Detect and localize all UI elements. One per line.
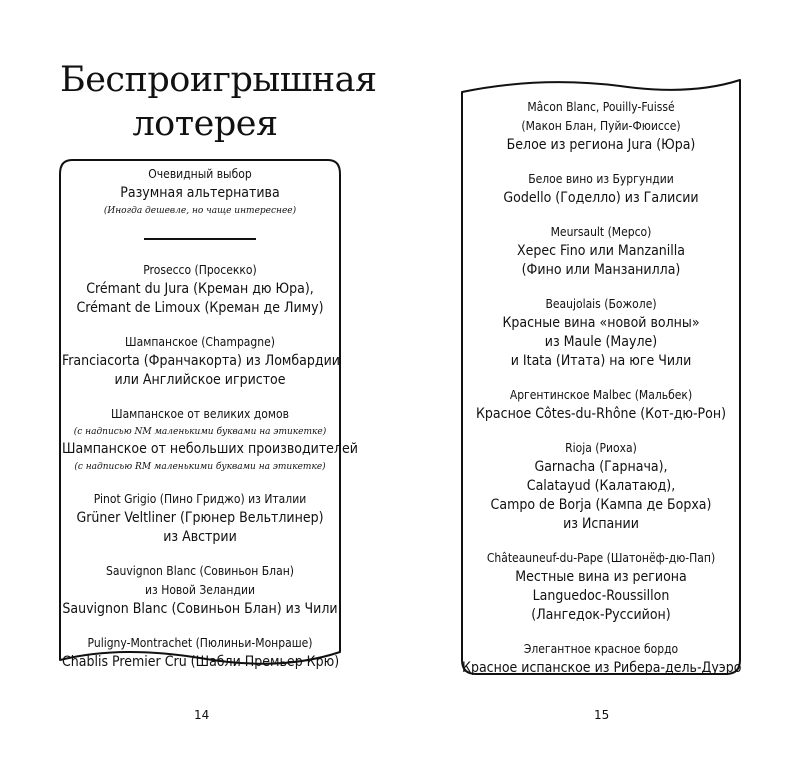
title-line-1: Беспроигрышная bbox=[60, 60, 377, 100]
legend-obvious-choice: Очевидный выбор bbox=[148, 167, 252, 181]
obvious-choice: из Новой Зеландии bbox=[145, 583, 255, 597]
alternative-choice: Шампанское от небольших производителей bbox=[62, 441, 358, 457]
obvious-choice: Rioja (Риоха) bbox=[565, 441, 637, 455]
alternative-choice: (Фино или Манзанилла) bbox=[521, 262, 681, 278]
alternative-choice: Languedoc-Roussillon bbox=[532, 588, 670, 604]
alternative-choice: Calatayud (Калатаюд), bbox=[526, 478, 676, 494]
alternative-choice: Crémant de Limoux (Креман де Лиму) bbox=[76, 300, 324, 316]
wine-pair bbox=[462, 386, 740, 424]
alternative-choice: Franciacorta (Франчакорта) из Ломбардии bbox=[62, 353, 340, 369]
alternative-choice: Херес Fino или Manzanilla bbox=[517, 243, 685, 259]
obvious-choice: Белое вино из Бургундии bbox=[528, 172, 674, 186]
alternative-choice: или Английское игристое bbox=[114, 372, 286, 388]
obvious-choice: Mâcon Blanc, Pouilly-Fuissé bbox=[527, 100, 675, 114]
alternative-choice: Белое из региона Jura (Юра) bbox=[506, 137, 696, 153]
wine-pair bbox=[62, 634, 338, 672]
page-number-right: 15 bbox=[594, 708, 610, 722]
wine-pair bbox=[462, 295, 740, 371]
alternative-choice: Красное Côtes-du-Rhône (Кот-дю-Рон) bbox=[475, 406, 727, 422]
legend-note: (Иногда дешевле, но чаще интереснее) bbox=[103, 206, 297, 216]
wine-pair bbox=[462, 170, 740, 208]
obvious-choice: Puligny-Montrachet (Пюлиньи-Монраше) bbox=[87, 636, 313, 650]
obvious-choice: Элегантное красное бордо bbox=[523, 642, 679, 656]
wine-pair bbox=[62, 405, 358, 475]
left-entry-list bbox=[62, 261, 358, 672]
obvious-choice: Шампанское от великих домов bbox=[111, 407, 289, 421]
alternative-choice: (Лангедок-Руссийон) bbox=[531, 607, 671, 623]
obvious-choice: Beaujolais (Божоле) bbox=[545, 297, 657, 311]
wine-pair bbox=[462, 640, 740, 678]
label-note: (с надписью NM маленькими буквами на этикетке) bbox=[73, 427, 327, 437]
legend bbox=[62, 165, 338, 219]
right-page bbox=[400, 0, 800, 762]
alternative-choice: и Itata (Итата) на юге Чили bbox=[510, 353, 692, 369]
wine-pair bbox=[62, 490, 338, 547]
legend-reasonable-alternative: Разумная альтернатива bbox=[120, 185, 280, 201]
alternative-choice: Красное испанское из Рибера-дель-Дуэро bbox=[462, 660, 742, 676]
obvious-choice: Шампанское (Champagne) bbox=[125, 335, 275, 349]
obvious-choice: (Макон Блан, Пуйи-Фюиссе) bbox=[521, 119, 681, 133]
obvious-choice: Châteauneuf-du-Pape (Шатонёф-дю-Пап) bbox=[486, 551, 716, 565]
wine-pair bbox=[62, 562, 338, 619]
alternative-choice: Garnacha (Гарнача), bbox=[534, 459, 668, 475]
alternative-choice: Sauvignon Blanc (Совиньон Блан) из Чили bbox=[62, 601, 338, 617]
wine-pair bbox=[62, 261, 338, 318]
title-line-2: лотерея bbox=[132, 104, 278, 144]
obvious-choice: Prosecco (Просекко) bbox=[143, 263, 257, 277]
alternative-choice: Местные вина из региона bbox=[515, 569, 687, 585]
obvious-choice: Sauvignon Blanc (Совиньон Блан) bbox=[106, 564, 294, 578]
obvious-choice: Pinot Grigio (Пино Гриджо) из Италии bbox=[93, 492, 307, 506]
alternative-choice: из Испании bbox=[563, 516, 639, 532]
alternative-choice: Campo de Borja (Кампа де Борха) bbox=[490, 497, 712, 513]
wine-pair bbox=[462, 439, 740, 534]
right-entry-list bbox=[462, 98, 740, 678]
alternative-choice: из Maule (Мауле) bbox=[544, 334, 658, 350]
divider bbox=[144, 238, 256, 240]
page-number-left: 14 bbox=[194, 708, 210, 722]
alternative-choice: из Австрии bbox=[163, 529, 237, 545]
wine-pair bbox=[462, 98, 740, 155]
alternative-choice: Crémant du Jura (Креман дю Юра), bbox=[86, 281, 314, 297]
obvious-choice: Аргентинское Malbec (Мальбек) bbox=[509, 388, 693, 402]
alternative-choice: Красные вина «новой волны» bbox=[502, 315, 700, 331]
left-menu-card bbox=[62, 165, 358, 672]
wine-pair bbox=[462, 549, 740, 625]
alternative-choice: Grüner Veltliner (Грюнер Вельтлинер) bbox=[76, 510, 324, 526]
wine-pair bbox=[462, 223, 740, 280]
label-note: (с надписью RM маленькими буквами на этикетке) bbox=[74, 462, 326, 472]
alternative-choice: Chablis Premier Cru (Шабли Премьер Крю) bbox=[62, 654, 340, 670]
right-menu-card bbox=[462, 98, 740, 678]
alternative-choice: Godello (Годелло) из Галисии bbox=[503, 190, 699, 206]
wine-pair bbox=[62, 333, 338, 390]
obvious-choice: Meursault (Мерсо) bbox=[550, 225, 652, 239]
